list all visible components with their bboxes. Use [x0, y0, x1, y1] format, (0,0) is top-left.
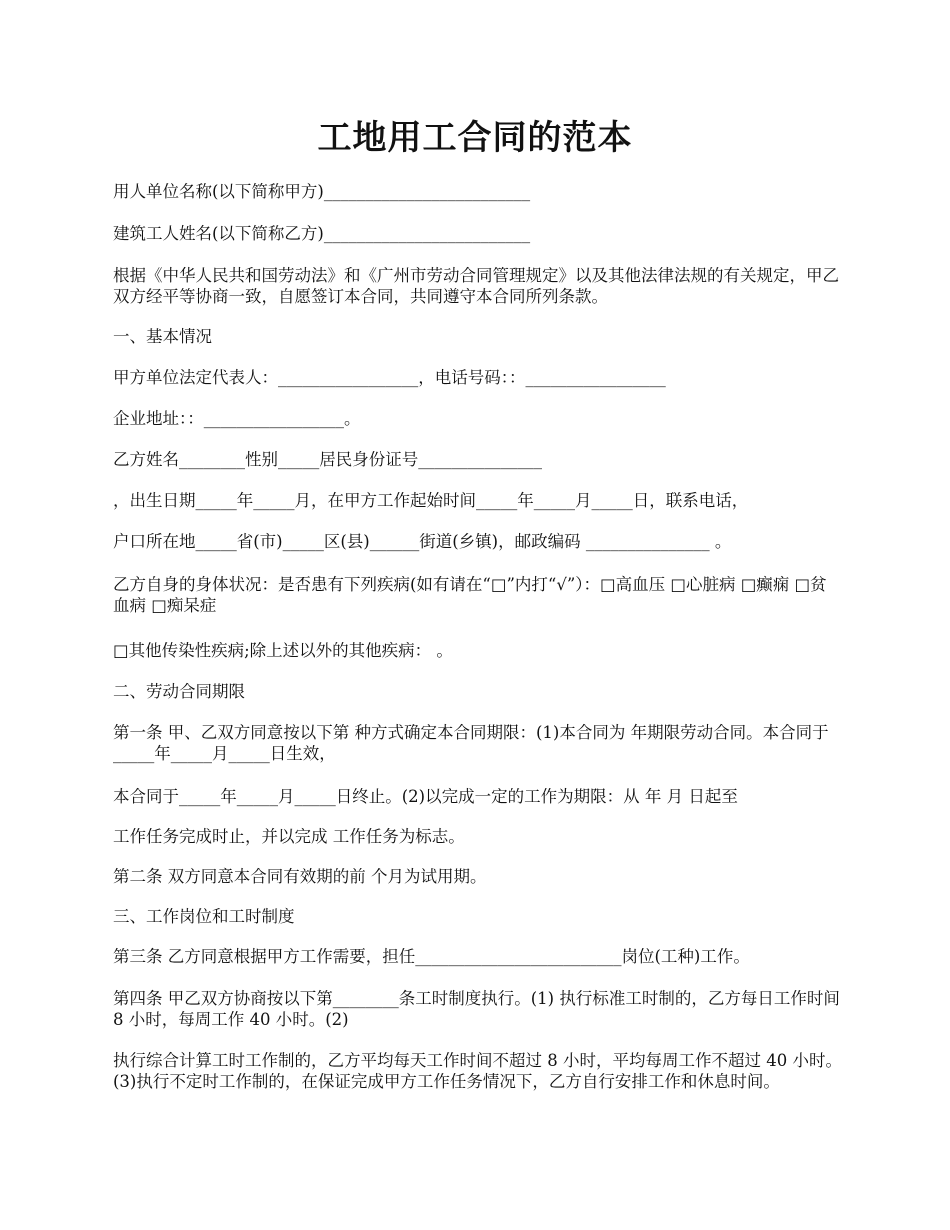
article-3-paragraph: 第三条 乙方同意根据甲方工作需要，担任_________________________岗位(工种)工作。 [113, 947, 750, 966]
health-status-paragraph: 乙方自身的身体状况：是否患有下列疾病(如有请在“□”内打“√”）：□高血压 □心脏病 □癫痫 □贫血病 □痴呆症 [113, 575, 827, 615]
document-title: 工地用工合同的范本 [317, 118, 633, 158]
household-registration-line: 户口所在地_____省(市)_____区(县)______街道(乡镇)，邮政编码 _______________ 。 [113, 532, 732, 551]
party-b-name-line: 建筑工人姓名(以下简称乙方)_________________________ [113, 224, 531, 243]
article-2-paragraph: 第二条 双方同意本合同有效期的前 个月为试用期。 [113, 867, 487, 886]
preamble-paragraph: 根据《中华人民共和国劳动法》和《广州市劳动合同管理规定》以及其他法律法规的有关规定，甲乙双方经平等协商一致，自愿签订本合同，共同遵守本合同所列条款。 [113, 266, 839, 306]
article-4-paragraph: 第四条 甲乙双方协商按以下第________条工时制度执行。(1) 执行标准工时制的，乙方每日工作时间 8 小时，每周工作 40 小时。(2) [113, 989, 840, 1029]
birth-date-line: ，出生日期_____年_____月，在甲方工作起始时间_____年_____月_____日，联系电话， [113, 491, 749, 510]
contract-end-line: 本合同于_____年_____月_____日终止。(2)以完成一定的工作为期限：从 年 月 日起至 [113, 787, 738, 806]
task-completion-line: 工作任务完成时止，并以完成 工作任务为标志。 [113, 827, 465, 846]
legal-representative-line: 甲方单位法定代表人：_________________，电话号码：：_________________ [113, 368, 666, 387]
other-diseases-line: □其他传染性疾病;除上述以外的其他疾病： 。 [113, 641, 453, 660]
party-b-identity-line: 乙方姓名________性别_____居民身份证号_______________ [113, 450, 542, 469]
party-a-name-line: 用人单位名称(以下简称甲方)_________________________ [113, 182, 531, 201]
section-heading-basic-info: 一、基本情况 [113, 327, 212, 346]
working-hours-paragraph: 执行综合计算工时工作制的，乙方平均每天工作时间不超过 8 小时，平均每周工作不超过 40 小时。(3)执行不定时工作制的，在保证完成甲方工作任务情况下，乙方自行安排工作和休息时间。 [113, 1051, 842, 1091]
section-heading-contract-term: 二、劳动合同期限 [113, 682, 245, 701]
company-address-line: 企业地址：：_________________。 [113, 409, 361, 428]
section-heading-position-hours: 三、工作岗位和工时制度 [113, 907, 295, 926]
article-1-paragraph: 第一条 甲、乙双方同意按以下第 种方式确定本合同期限：(1)本合同为 年期限劳动合同。本合同于_____年_____月_____日生效， [113, 723, 829, 763]
